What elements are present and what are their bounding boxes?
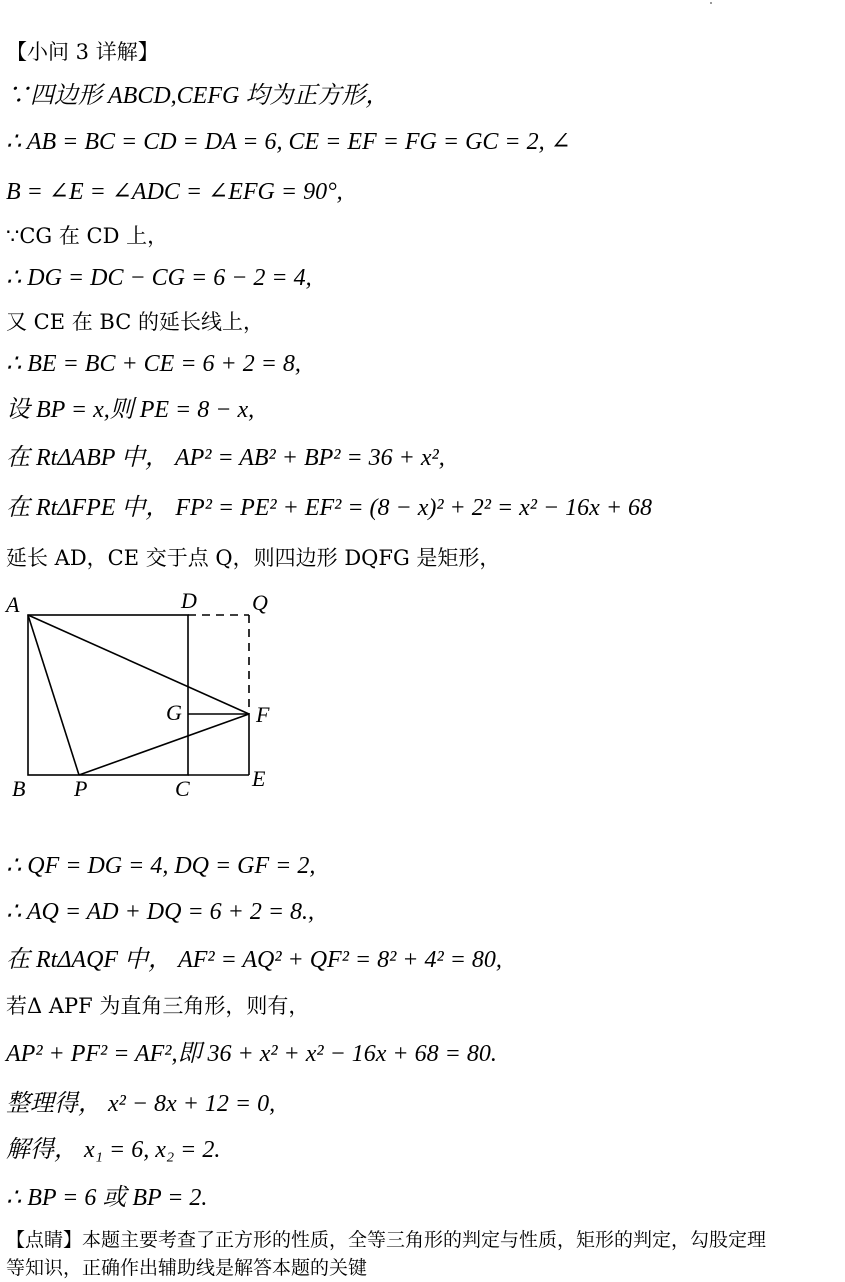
solution-line-19: ∴ BP = 6 或 BP = 2. — [6, 1185, 208, 1211]
solution-line-5: ∴ DG = DC − CG = 6 − 2 = 4, — [6, 265, 312, 291]
label-g: G — [166, 700, 182, 725]
geometry-figure — [0, 580, 300, 810]
section-heading: 【小问 3 详解】 — [6, 40, 159, 64]
solution-line-4: ∵CG 在 CD 上， — [6, 224, 169, 248]
solution-line-17: 整理得， x² − 8x + 12 = 0, — [6, 1091, 276, 1117]
segment-af — [28, 615, 249, 714]
solution-line-14: 在 RtΔAQF 中， AF² = AQ² + QF² = 8² + 4² = 80, — [6, 947, 502, 973]
square-abcd — [28, 615, 188, 775]
solution-line-11: 延长 AD，CE 交于点 Q，则四边形 DQFG 是矩形， — [6, 546, 501, 570]
solution-line-6: 又 CE 在 BC 的延长线上， — [6, 310, 264, 334]
segment-ap — [28, 615, 79, 775]
comment-line-2: 等知识，正确作出辅助线是解答本题的关键 — [6, 1257, 368, 1279]
solution-line-15: 若Δ APF 为直角三角形，则有， — [6, 994, 310, 1018]
label-c: C — [175, 776, 190, 801]
solution-line-18: 解得， x₁ = 6, x₂ = 2. — [6, 1137, 221, 1163]
solution-line-8: 设 BP = x,则 PE = 8 − x, — [6, 397, 255, 423]
solution-line-10: 在 RtΔFPE 中， FP² = PE² + EF² = (8 − x)² + 2² = x² − 16x + 68 — [6, 495, 653, 521]
solution-line-7: ∴ BE = BC + CE = 6 + 2 = 8, — [6, 351, 301, 377]
label-a: A — [6, 592, 20, 617]
solution-line-12: ∴ QF = DG = 4, DQ = GF = 2, — [6, 853, 316, 879]
label-q: Q — [252, 590, 268, 615]
solution-line-2: ∴ AB = BC = CD = DA = 6, CE = EF = FG = GC = 2, ∠ — [6, 129, 571, 155]
comment-line-1: 【点睛】本题主要考查了正方形的性质，全等三角形的判定与性质，矩形的判定，勾股定理 — [6, 1229, 767, 1251]
solution-line-13: ∴ AQ = AD + DQ = 6 + 2 = 8., — [6, 899, 315, 925]
label-d: D — [181, 588, 197, 613]
solution-line-3: B = ∠E = ∠ADC = ∠EFG = 90°, — [6, 179, 343, 205]
segment-pf — [79, 714, 249, 775]
label-f: F — [256, 702, 270, 727]
label-p: P — [74, 776, 88, 801]
label-e: E — [252, 766, 266, 791]
label-b: B — [12, 776, 26, 801]
solution-line-16: AP² + PF² = AF²,即 36 + x² + x² − 16x + 68 = 80. — [6, 1041, 497, 1067]
solution-line-9: 在 RtΔABP 中， AP² = AB² + BP² = 36 + x², — [6, 445, 445, 471]
solution-line-1: ∵四边形 ABCD,CEFG 均为正方形， — [6, 83, 390, 109]
speck-mark — [710, 2, 712, 4]
